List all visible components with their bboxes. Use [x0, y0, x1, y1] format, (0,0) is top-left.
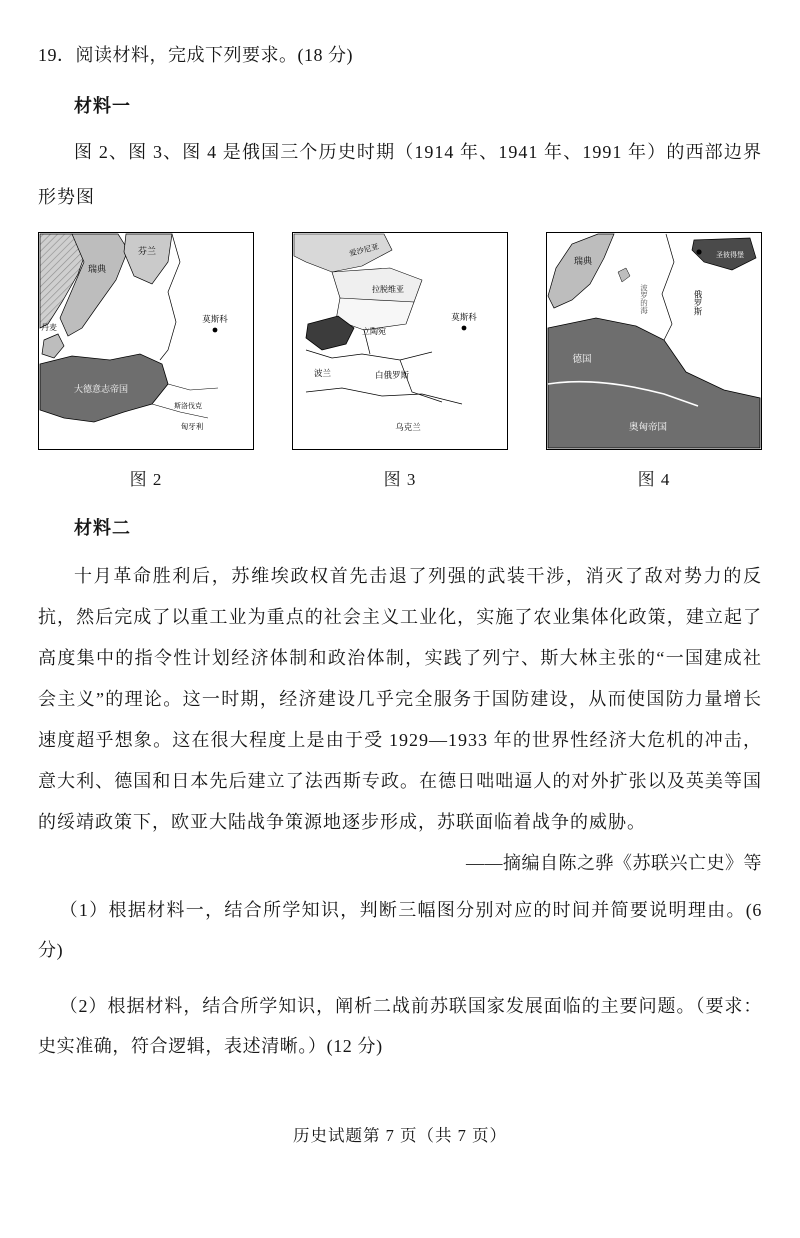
map2-label-reich: 大德意志帝国: [73, 384, 129, 394]
map3-label-lithuania: 立陶宛: [362, 327, 386, 336]
map2-label-moscow: 莫斯科: [202, 314, 228, 324]
source-attribution: ——摘编自陈之骅《苏联兴亡史》等: [466, 853, 762, 873]
map3-label-latvia: 拉脱维亚: [372, 285, 404, 294]
map4-label-germany: 德国: [572, 354, 592, 365]
material1-heading: 材料一: [74, 96, 131, 116]
map3-label-moscow: 莫斯科: [451, 312, 477, 322]
question-19-heading: 19．阅读材料，完成下列要求。(18 分): [38, 45, 353, 65]
map-figure-4: [546, 232, 762, 490]
sub-question-1: （1）根据材料一，结合所学知识，判断三幅图分别对应的时间并简要说明理由。(6 分): [38, 900, 762, 960]
map-4-caption: 图 4: [637, 470, 671, 489]
stpetersburg-dot: [696, 249, 701, 254]
map2-label-hungary: 匈牙利: [180, 422, 204, 431]
material2-text: 十月革命胜利后，苏维埃政权首先击退了列强的武装干涉，消灭了敌对势力的反抗，然后完成了以重工业为重点的社会主义工业化，实施了农业集体化政策，建立起了高度集中的指令性计划经济体制和政治体制，实践了列宁、斯大林主张的“一国建成社会主义”的理论。这一时期，经济建设几乎完全服务于国防建设，从而使国防力量增长速度超乎想象。这在很大程度上是由于受 1929—1933 年的世界性经济大危机的冲击，意大利、德国和日本先后建立了法西斯专政。在德日咄咄逼人的对外扩张以及英美等国的绥靖政策下，欧亚大陆战争策源地逐步形成，苏联面临着战争的威胁。: [38, 566, 762, 832]
maps-row: [38, 232, 762, 490]
map2-label-finland: 芬兰: [138, 246, 157, 256]
map4-label-sweden: 瑞典: [574, 256, 593, 266]
map3-label-belarus: 白俄罗斯: [374, 370, 410, 380]
map3-label-estonia: 爱沙尼亚: [348, 241, 380, 258]
page-footer: 历史试题第 7 页（共 7 页）: [293, 1126, 507, 1145]
map-3-caption: 图 3: [383, 470, 417, 489]
map2-label-sweden: 瑞典: [88, 264, 107, 274]
map-2-caption: 图 2: [129, 470, 163, 489]
map4-label-stpetersburg: 圣彼得堡: [716, 252, 744, 259]
map2-label-denmark: 丹麦: [41, 323, 57, 332]
map3-label-poland: 波兰: [314, 368, 332, 378]
map-3-canvas: [292, 232, 508, 450]
map4-label-austria-hungary: 奥匈帝国: [628, 422, 668, 433]
moscow-dot: [462, 326, 467, 331]
map-4-canvas: [546, 232, 762, 450]
moscow-dot: [213, 328, 218, 333]
material1-text: 图 2、图 3、图 4 是俄国三个历史时期（1914 年、1941 年、1991 年）的西部边界形势图: [38, 142, 762, 207]
material2-heading: 材料二: [74, 518, 131, 538]
map4-label-russia: 俄罗斯: [693, 290, 703, 316]
sub-question-2: （2）根据材料，结合所学知识，阐析二战前苏联国家发展面临的主要问题。（要求：史实准确，符合逻辑，表述清晰。）(12 分): [38, 996, 762, 1056]
map3-label-ukraine: 乌克兰: [395, 422, 421, 432]
map-figure-3: [292, 232, 508, 490]
map2-label-slovakia: 斯洛伐克: [174, 403, 202, 410]
map-2-canvas: [38, 232, 254, 450]
map4-label-baltic-sea: 波罗的海: [639, 284, 649, 314]
map-figure-2: [38, 232, 254, 490]
